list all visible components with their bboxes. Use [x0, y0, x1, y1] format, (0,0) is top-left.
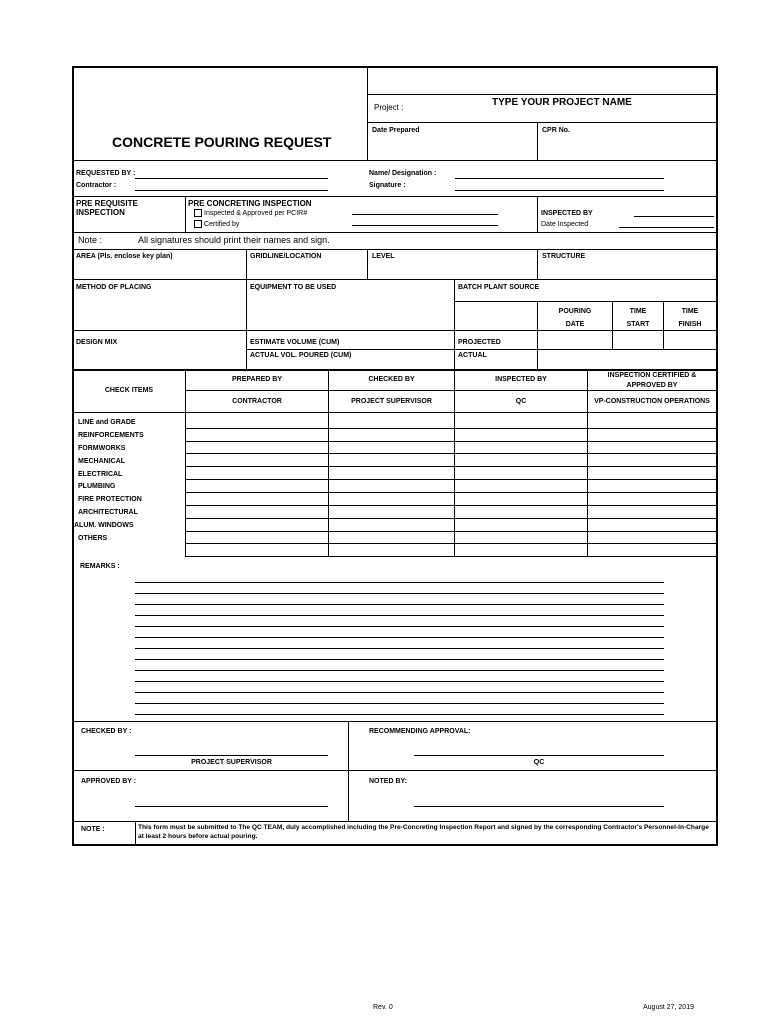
project-label: Project :: [374, 103, 404, 112]
check-item: FORMWORKS: [78, 445, 126, 452]
header-contractor: CONTRACTOR: [232, 398, 282, 405]
estimate-volume-label: ESTIMATE VOLUME (CUM): [250, 339, 340, 346]
remarks-line[interactable]: [135, 703, 664, 704]
equipment-label: EQUIPMENT TO BE USED: [250, 284, 337, 291]
note-label: Note :: [78, 235, 103, 245]
check-item: OTHERS: [78, 535, 108, 542]
approved-by-label: APPROVED BY :: [81, 778, 137, 785]
remarks-line[interactable]: [135, 637, 664, 638]
footer-note-text: This form must be submitted to The QC TEAM, duly accomplished including the Pre-Concreting Inspection Report and signed by the corresponding Contractor's Personnel-In-Charge at least 2 hours before actual pouring.: [138, 824, 709, 840]
remarks-line[interactable]: [135, 670, 664, 671]
header-prepared-by: PREPARED BY: [231, 376, 283, 383]
check-item: PLUMBING: [78, 483, 116, 490]
date-inspected-label: Date Inspected: [541, 221, 589, 228]
inspected-approved-label: Inspected & Approved per PCIR#: [204, 210, 308, 217]
remarks-line[interactable]: [135, 659, 664, 660]
pre-concreting-label: PRE CONCRETING INSPECTION: [188, 199, 312, 208]
remarks-line[interactable]: [135, 604, 664, 605]
note-text: All signatures should print their names and sign.: [138, 235, 330, 245]
qc-caption: QC: [533, 759, 545, 766]
check-item: REINFORCEMENTS: [78, 432, 144, 439]
name-designation-label: Name/ Designation :: [369, 170, 437, 177]
header-vp-construction: VP-CONSTRUCTION OPERATIONS: [594, 398, 710, 405]
frame-top: [72, 66, 718, 68]
structure-label: STRUCTURE: [542, 253, 586, 260]
noted-by-label: NOTED BY:: [369, 778, 407, 785]
inspected-by-line[interactable]: [634, 216, 714, 217]
method-of-placing-label: METHOD OF PLACING: [76, 284, 152, 291]
footer-note-label: NOTE :: [81, 826, 105, 833]
project-supervisor-caption: PROJECT SUPERVISOR: [191, 759, 272, 766]
remarks-label: REMARKS :: [80, 563, 120, 570]
certified-by-line[interactable]: [352, 225, 498, 226]
area-label: AREA (Pls. enclose key plan): [76, 253, 173, 260]
noted-by-signature-line[interactable]: [414, 806, 664, 807]
revision-label: Rev. 0: [373, 1004, 393, 1011]
gridline-label: GRIDLINE/LOCATION: [250, 253, 322, 260]
time-finish-label-2: FINISH: [678, 321, 702, 328]
inspected-by-label: INSPECTED BY: [541, 210, 593, 217]
time-start-label-1: TIME: [629, 308, 647, 315]
frame-bottom: [72, 844, 718, 846]
header-certified-by: INSPECTION CERTIFIED & APPROVED BY: [607, 372, 697, 389]
check-items-header: CHECK ITEMS: [104, 387, 154, 394]
requested-by-label: REQUESTED BY :: [76, 170, 136, 177]
cpr-no-label: CPR No.: [542, 127, 570, 134]
inspected-approved-checkbox[interactable]: [194, 209, 202, 217]
batch-plant-label: BATCH PLANT SOURCE: [458, 284, 540, 291]
checked-by-label: CHECKED BY :: [81, 728, 132, 735]
frame-left: [72, 66, 74, 846]
recommending-approval-label: RECOMMENDING APPROVAL:: [369, 728, 471, 735]
frame-right: [716, 66, 718, 846]
header-qc: QC: [515, 398, 527, 405]
remarks-line[interactable]: [135, 714, 664, 715]
remarks-line[interactable]: [135, 692, 664, 693]
prereq-title-1: PRE REQUISITE: [76, 199, 138, 208]
name-designation-line[interactable]: [455, 178, 664, 179]
projected-label: PROJECTED: [458, 339, 501, 346]
recommending-signature-line[interactable]: [414, 755, 664, 756]
signature-line[interactable]: [455, 190, 664, 191]
header-project-supervisor: PROJECT SUPERVISOR: [351, 398, 432, 405]
contractor-line[interactable]: [135, 190, 328, 191]
check-item: FIRE PROTECTION: [78, 496, 142, 503]
signature-label: Signature :: [369, 182, 406, 189]
remarks-line[interactable]: [135, 582, 664, 583]
requested-by-line[interactable]: [135, 178, 328, 179]
certified-by-label: Certified by: [204, 221, 240, 228]
remarks-line[interactable]: [135, 626, 664, 627]
check-item: ALUM. WINDOWS: [74, 522, 134, 529]
project-name[interactable]: TYPE YOUR PROJECT NAME: [492, 97, 632, 108]
check-item: LINE and GRADE: [78, 419, 136, 426]
contractor-label: Contractor :: [76, 182, 117, 189]
remarks-line[interactable]: [135, 615, 664, 616]
level-label: LEVEL: [372, 253, 395, 260]
time-start-label-2: START: [626, 321, 650, 328]
remarks-line[interactable]: [135, 681, 664, 682]
checked-by-signature-line[interactable]: [135, 755, 328, 756]
remarks-line[interactable]: [135, 593, 664, 594]
certified-by-checkbox[interactable]: [194, 220, 202, 228]
pcir-line[interactable]: [352, 214, 498, 215]
remarks-line[interactable]: [135, 648, 664, 649]
pouring-label: POURING: [558, 308, 592, 315]
pouring-date-label: DATE: [565, 321, 585, 328]
date-inspected-line[interactable]: [619, 227, 714, 228]
form-title: CONCRETE POURING REQUEST: [112, 134, 332, 150]
date-prepared-label: Date Prepared: [372, 127, 420, 134]
check-item: ARCHITECTURAL: [78, 509, 138, 516]
check-item: MECHANICAL: [78, 458, 126, 465]
header-checked-by: CHECKED BY: [368, 376, 415, 383]
revision-date: August 27, 2019: [643, 1004, 694, 1011]
prereq-title-2: INSPECTION: [76, 208, 125, 217]
design-mix-label: DESIGN MIX: [76, 339, 118, 346]
actual-label: ACTUAL: [458, 352, 487, 359]
time-finish-label-1: TIME: [681, 308, 699, 315]
actual-volume-label: ACTUAL VOL. POURED (CUM): [250, 352, 352, 359]
header-inspected-by: INSPECTED BY: [495, 376, 547, 383]
approved-by-signature-line[interactable]: [135, 806, 328, 807]
check-item: ELECTRICAL: [78, 471, 123, 478]
